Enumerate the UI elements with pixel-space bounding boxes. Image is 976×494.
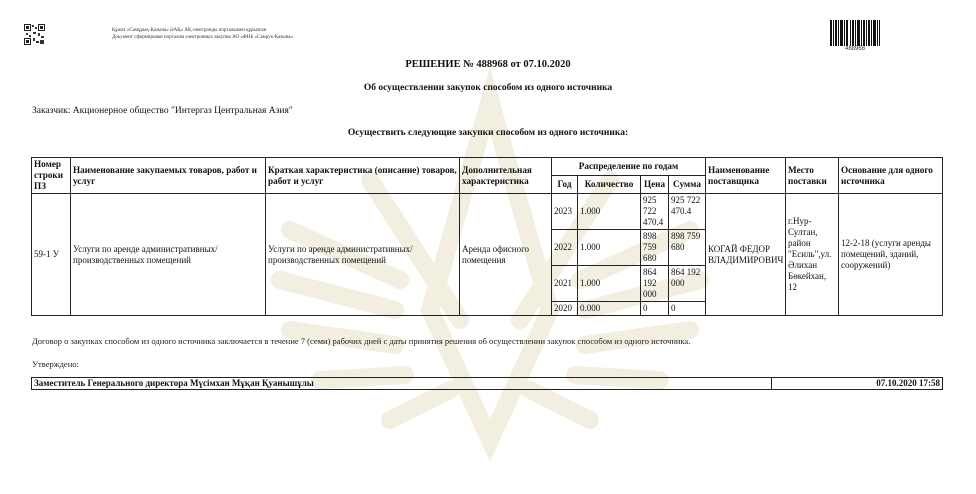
document-title: РЕШЕНИЕ № 488968 от 07.10.2020 bbox=[405, 59, 571, 70]
signer-name: Заместитель Генерального директора Мүсімхан Мұқан Қуанышұлы bbox=[32, 378, 772, 390]
cell-price: 864 192 000 bbox=[641, 266, 669, 302]
table-header-row bbox=[32, 158, 943, 176]
header-year: Год bbox=[552, 176, 578, 194]
portal-notice bbox=[112, 27, 293, 41]
cell-price: 0 bbox=[641, 302, 669, 316]
cell-supplier: КОГАЙ ФЕДОР ВЛАДИМИРОВИЧ bbox=[706, 194, 786, 316]
cell-year: 2023 bbox=[552, 194, 578, 230]
portal-notice-kz: Құжат «Самұрық-Қазына» ӘАҚ» АҚ электронды порталымен құрылған bbox=[112, 28, 267, 33]
procurement-table bbox=[31, 157, 943, 316]
cell-year: 2022 bbox=[552, 230, 578, 266]
header-quantity: Количество bbox=[578, 176, 641, 194]
barcode-number: 488968 bbox=[844, 46, 866, 52]
cell-quantity: 1.000 bbox=[578, 194, 641, 230]
cell-sum: 898 759 680 bbox=[669, 230, 706, 266]
cell-additional: Аренда офисного помещения bbox=[460, 194, 552, 316]
signature-table bbox=[31, 377, 943, 390]
cell-price: 925 722 470.4 bbox=[641, 194, 669, 230]
header-basis: Основание для одного источника bbox=[839, 158, 943, 194]
cell-sum: 925 722 470.4 bbox=[669, 194, 706, 230]
header-name: Наименование закупаемых товаров, работ и услуг bbox=[71, 158, 266, 194]
cell-quantity: 1.000 bbox=[578, 230, 641, 266]
header-row-number: Номер строки ПЗ bbox=[32, 158, 71, 194]
portal-notice-ru: Документ сформирован порталом электронных закупок АО «ФНБ «Самрук-Казына» bbox=[112, 35, 293, 40]
header-additional: Дополнительная характеристика bbox=[460, 158, 552, 194]
document-subtitle: Об осуществлении закупок способом из одного источника bbox=[363, 83, 613, 93]
cell-sum: 0 bbox=[669, 302, 706, 316]
cell-description: Услуги по аренде административных/производственных помещений bbox=[266, 194, 460, 316]
cell-place: г.Нур-Султан, район "Есиль",ул. Әлихан Бөкейхан, 12 bbox=[786, 194, 839, 316]
header-sum: Сумма bbox=[669, 176, 706, 194]
cell-price: 898 759 680 bbox=[641, 230, 669, 266]
section-title: Осуществить следующие закупки способом из одного источника: bbox=[347, 128, 629, 138]
table-row bbox=[32, 194, 943, 230]
header-distribution: Распределение по годам bbox=[552, 158, 706, 176]
cell-year: 2020 bbox=[552, 302, 578, 316]
cell-quantity: 0.000 bbox=[578, 302, 641, 316]
barcode-icon bbox=[830, 20, 880, 46]
cell-name: Услуги по аренде административных/производственных помещений bbox=[71, 194, 266, 316]
cell-sum: 864 192 000 bbox=[669, 266, 706, 302]
cell-basis: 12-2-18 (услуги аренды помещений, зданий, сооружений) bbox=[839, 194, 943, 316]
signature-row bbox=[32, 378, 943, 390]
header-description: Краткая характеристика (описание) товаров, работ и услуг bbox=[266, 158, 460, 194]
cell-quantity: 1.000 bbox=[578, 266, 641, 302]
contract-note: Договор о закупках способом из одного источника заключается в течение 7 (семи) рабочих дней с даты принятия решения об осуществлении закупок способом из одного источника. bbox=[32, 336, 691, 346]
qr-code-icon bbox=[24, 24, 45, 45]
header-price: Цена bbox=[641, 176, 669, 194]
header-place: Место поставки bbox=[786, 158, 839, 194]
cell-row-number: 59-1 У bbox=[32, 194, 71, 316]
approved-label: Утверждено: bbox=[32, 359, 79, 369]
customer-line: Заказчик: Акционерное общество "Интергаз Центральная Азия" bbox=[32, 106, 293, 116]
signed-datetime: 07.10.2020 17:58 bbox=[772, 378, 943, 390]
header-supplier: Наименование поставщика bbox=[706, 158, 786, 194]
cell-year: 2021 bbox=[552, 266, 578, 302]
